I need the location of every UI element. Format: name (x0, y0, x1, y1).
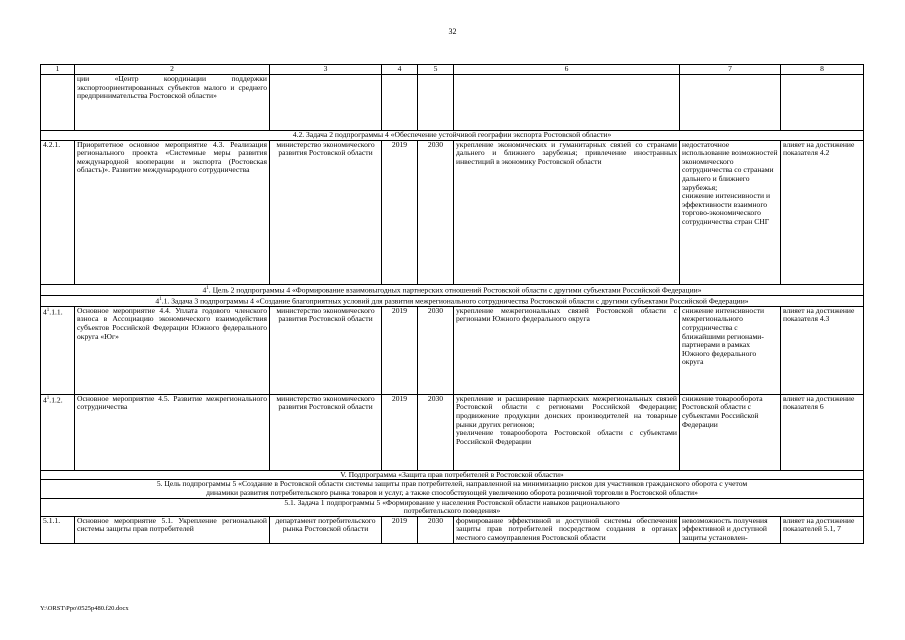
section-row (41, 284, 864, 295)
expected-result: укрепление экономических и гуманитарных связей со странами дальнего и ближнего зарубежья; привлечение иностранных инвестиций в экономику Ростовской области (454, 140, 680, 284)
col-num-6: 6 (454, 65, 680, 75)
table-row (41, 306, 864, 394)
table-row (41, 394, 864, 470)
executor: министерство экономического развития Ростовской области (270, 394, 382, 470)
measure-name: Основное мероприятие 5.1. Укрепление региональной системы защиты прав потребителей (75, 516, 270, 543)
table-row (41, 75, 864, 131)
expected-result: укрепление межрегиональных связей Ростовской области с регионами Южного федерального округа (454, 306, 680, 394)
file-path-footer: Y:\ORST\Ppo\0525p480.f20.docx (40, 605, 129, 612)
indicator-link: влияет на достижение показателя 6 (781, 394, 864, 470)
section-row (41, 498, 864, 516)
col-num-7: 7 (680, 65, 781, 75)
end-year: 2030 (418, 140, 454, 284)
measures-table (40, 64, 864, 544)
section-row (41, 295, 864, 306)
start-year: 2019 (382, 140, 418, 284)
executor: министерство экономического развития Ростовской области (270, 306, 382, 394)
col-num-5: 5 (418, 65, 454, 75)
indicator-link: влияет на достижение показателей 5.1, 7 (781, 516, 864, 543)
measure-name: ции «Центр координации поддержки экспортоориентированных субъектов малого и среднего предпринимательства Ростовской области» (75, 75, 270, 131)
col-num-4: 4 (382, 65, 418, 75)
row-number: 4.2.1. (41, 140, 75, 284)
row-number: $4^1.1.2$. (41, 394, 75, 470)
measure-name: Приоритетное основное мероприятие 4.3. Реализация регионального проекта «Системные меры развития международной кооперации и экспорта (Ростовская область)». Развитие международного сотрудничества (75, 140, 270, 284)
col-num-3: 3 (270, 65, 382, 75)
row-number: 5.1.1. (41, 516, 75, 543)
task-heading: $4^1.1$. Задача 3 подпрограммы 4 «Создание благоприятных условий для развития межрегионального сотрудничества Ростовской области с другими субъектами Российской Федерации» (41, 295, 864, 306)
col-num-2: 2 (75, 65, 270, 75)
col-num-1: 1 (41, 65, 75, 75)
table-row (41, 140, 864, 284)
indicator-link: влияет на достижение показателя 4.3 (781, 306, 864, 394)
start-year: 2019 (382, 394, 418, 470)
measure-name: Основное мероприятие 4.5. Развитие межрегионального сотрудничества (75, 394, 270, 470)
expected-result: укрепление и расширение партнерских межрегиональных связей Ростовской области с регионами Российской Федерации; продвижение продукции донских производителей на товарные рынки других регионов; увеличение товарооборота Ростовской области с субъектами Российской Федерации (454, 394, 680, 470)
risk: снижение интенсивности межрегионального сотрудничества с ближайшими регионами-партнерами в рамках Южного федерального округа (680, 306, 781, 394)
executor: департамент потребительского рынка Ростовской области (270, 516, 382, 543)
executor: министерство экономического развития Ростовской области (270, 140, 382, 284)
task-heading: 5.1. Задача 1 подпрограммы 5 «Формирование у населения Ростовской области навыков рационального потребительского поведения» (41, 498, 864, 516)
risk: невозможность получения эффективной и доступной защиты установлен- (680, 516, 781, 543)
indicator-link: влияет на достижение показателя 4.2 (781, 140, 864, 284)
measure-name: Основное мероприятие 4.4. Уплата годового членского взноса в Ассоциацию экономического взаимодействия субъектов Российской Федерации Южного федерального округа «Юг» (75, 306, 270, 394)
section-row (41, 480, 864, 498)
task-heading: 4.2. Задача 2 подпрограммы 4 «Обеспечение устойчивой географии экспорта Ростовской области» (41, 131, 864, 141)
expected-result: формирование эффективной и доступной системы обеспечения защиты прав потребителей посредством создания в органах местного самоуправления Ростовской области (454, 516, 680, 543)
row-number: $4^1.1.1$. (41, 306, 75, 394)
risk: недостаточное использование возможностей экономического сотрудничества со странами дальнего и ближнего зарубежья; снижение интенсивности и эффективности взаимного торгово-экономического сотрудничества стран СНГ (680, 140, 781, 284)
end-year: 2030 (418, 516, 454, 543)
goal-heading: $4^1$. Цель 2 подпрограммы 4 «Формирование взаимовыгодных партнерских отношений Ростовской области с другими субъектами Российской Федерации» (41, 284, 864, 295)
start-year: 2019 (382, 306, 418, 394)
table-row (41, 516, 864, 543)
start-year: 2019 (382, 516, 418, 543)
end-year: 2030 (418, 306, 454, 394)
column-number-row (41, 65, 864, 75)
section-row (41, 470, 864, 480)
page-number: 32 (448, 27, 457, 36)
risk: снижение товарооборота Ростовской области с субъектами Российской Федерации (680, 394, 781, 470)
subprogram-heading: V. Подпрограмма «Защита прав потребителей в Ростовской области» (41, 470, 864, 480)
goal-heading: 5. Цель подпрограммы 5 «Создание в Ростовской области системы защиты прав потребителей, направленной на минимизацию рисков для участников гражданского оборота с учетом динамики развития потребительского рынка товаров и услуг, а также способствующей увеличению оборота розничной торговли в Ростовской области» (41, 480, 864, 498)
col-num-8: 8 (781, 65, 864, 75)
section-row (41, 131, 864, 141)
end-year: 2030 (418, 394, 454, 470)
